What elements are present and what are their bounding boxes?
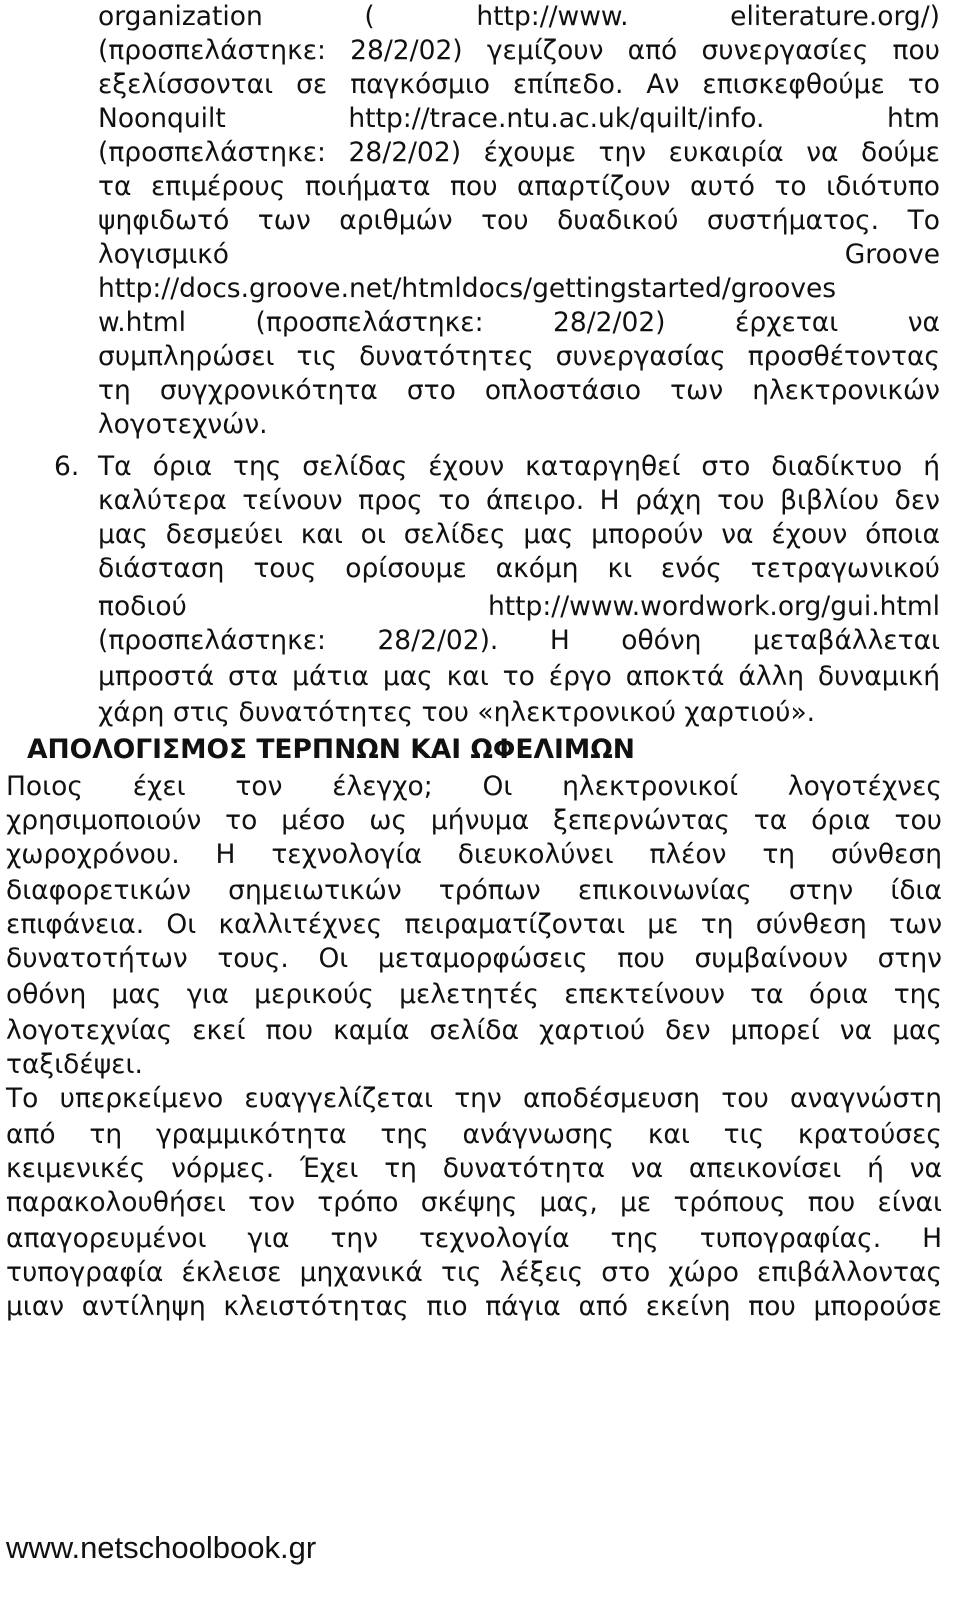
- body-line: Ποιος έχει τον έλεγχο; Οι ηλεκτρονικοί λογοτέχνες: [6, 771, 942, 802]
- body-line: επιφάνεια. Οι καλλιτέχνες πειραματίζονται με τη σύνθεση των: [6, 909, 942, 940]
- list-item-number: 6.: [54, 451, 80, 482]
- body-line: Noonquilt http://trace.ntu.ac.uk/quilt/info. htm: [98, 103, 940, 134]
- body-line: ποδιού http://www.wordwork.org/gui.html: [98, 591, 940, 622]
- body-line: (προσπελάστηκε: 28/2/02). Η οθόνη μεταβάλλεται: [98, 625, 940, 656]
- body-line: λογοτεχνών.: [98, 409, 268, 440]
- body-line: τα επιμέρους ποιήματα που απαρτίζουν αυτό το ιδιότυπο: [98, 171, 940, 202]
- section-heading: ΑΠΟΛΟΓΙΣΜΟΣ ΤΕΡΠΝΩΝ ΚΑΙ ΩΦΕΛΙΜΩΝ: [27, 734, 635, 765]
- body-line: διάσταση τους ορίσουμε ακόμη κι ενός τετραγωνικού: [98, 553, 940, 584]
- body-line: μιαν αντίληψη κλειστότητας πιο πάγια από εκείνη που μπορούσε: [6, 1291, 942, 1322]
- body-line: μπροστά στα μάτια μας και το έργο αποκτά άλλη δυναμική: [98, 661, 940, 692]
- body-line: απαγορευμένοι για την τεχνολογία της τυπογραφίας. Η: [6, 1223, 942, 1254]
- body-line: συμπληρώσει τις δυνατότητες συνεργασίας προσθέτοντας: [98, 341, 940, 372]
- body-line: καλύτερα τείνουν προς το άπειρο. Η ράχη του βιβλίου δεν: [98, 485, 940, 516]
- body-line: δυνατοτήτων τους. Οι μεταμορφώσεις που συμβαίνουν στην: [6, 943, 942, 974]
- body-line: (προσπελάστηκε: 28/2/02) γεμίζουν από συνεργασίες που: [98, 35, 940, 66]
- body-line: από τη γραμμικότητα της ανάγνωσης και τις κρατούσες: [6, 1119, 942, 1150]
- body-line: διαφορετικών σημειωτικών τρόπων επικοινωνίας στην ίδια: [6, 875, 942, 906]
- body-line: http://docs.groove.net/htmldocs/gettingstarted/grooves: [98, 273, 837, 304]
- body-line: χωροχρόνου. Η τεχνολογία διευκολύνει πλέον τη σύνθεση: [6, 839, 942, 870]
- body-line: εξελίσσονται σε παγκόσμιο επίπεδο. Αν επισκεφθούμε το: [98, 69, 940, 100]
- body-line: τη συγχρονικότητα στο οπλοστάσιο των ηλεκτρονικών: [98, 375, 940, 406]
- footer-url: www.netschoolbook.gr: [6, 1530, 317, 1565]
- body-line: χρησιμοποιούν το μέσο ως μήνυμα ξεπερνώντας τα όρια του: [6, 805, 942, 836]
- body-line: κειμενικές νόρμες. Έχει τη δυνατότητα να απεικονίσει ή να: [6, 1153, 942, 1184]
- body-line: τυπογραφία έκλεισε μηχανικά τις λέξεις στο χώρο επιβάλλοντας: [6, 1257, 942, 1288]
- body-line: (προσπελάστηκε: 28/2/02) έχουμε την ευκαιρία να δούμε: [98, 137, 940, 168]
- body-line: μας δεσμεύει και οι σελίδες μας μπορούν να έχουν όποια: [98, 519, 940, 550]
- body-line: λογοτεχνίας εκεί που καμία σελίδα χαρτιού δεν μπορεί να μας: [6, 1015, 942, 1046]
- body-line: παρακολουθήσει τον τρόπο σκέψης μας, με τρόπους που είναι: [6, 1187, 942, 1218]
- body-line: w.html (προσπελάστηκε: 28/2/02) έρχεται να: [98, 307, 940, 338]
- body-line: χάρη στις δυνατότητες του «ηλεκτρονικού χαρτιού».: [98, 697, 816, 728]
- body-line: οθόνη μας για μερικούς μελετητές επεκτείνουν τα όρια της: [6, 979, 942, 1010]
- body-line: ταξιδέψει.: [6, 1049, 143, 1080]
- body-line: ψηφιδωτό των αριθμών του δυαδικού συστήματος. Το: [98, 205, 940, 236]
- body-line: Τα όρια της σελίδας έχουν καταργηθεί στο διαδίκτυο ή: [98, 451, 940, 482]
- body-line: λογισμικό Groove: [98, 239, 940, 270]
- body-line: Το υπερκείμενο ευαγγελίζεται την αποδέσμευση του αναγνώστη: [6, 1083, 942, 1114]
- body-line: organization ( http://www. eliterature.org/): [98, 1, 940, 32]
